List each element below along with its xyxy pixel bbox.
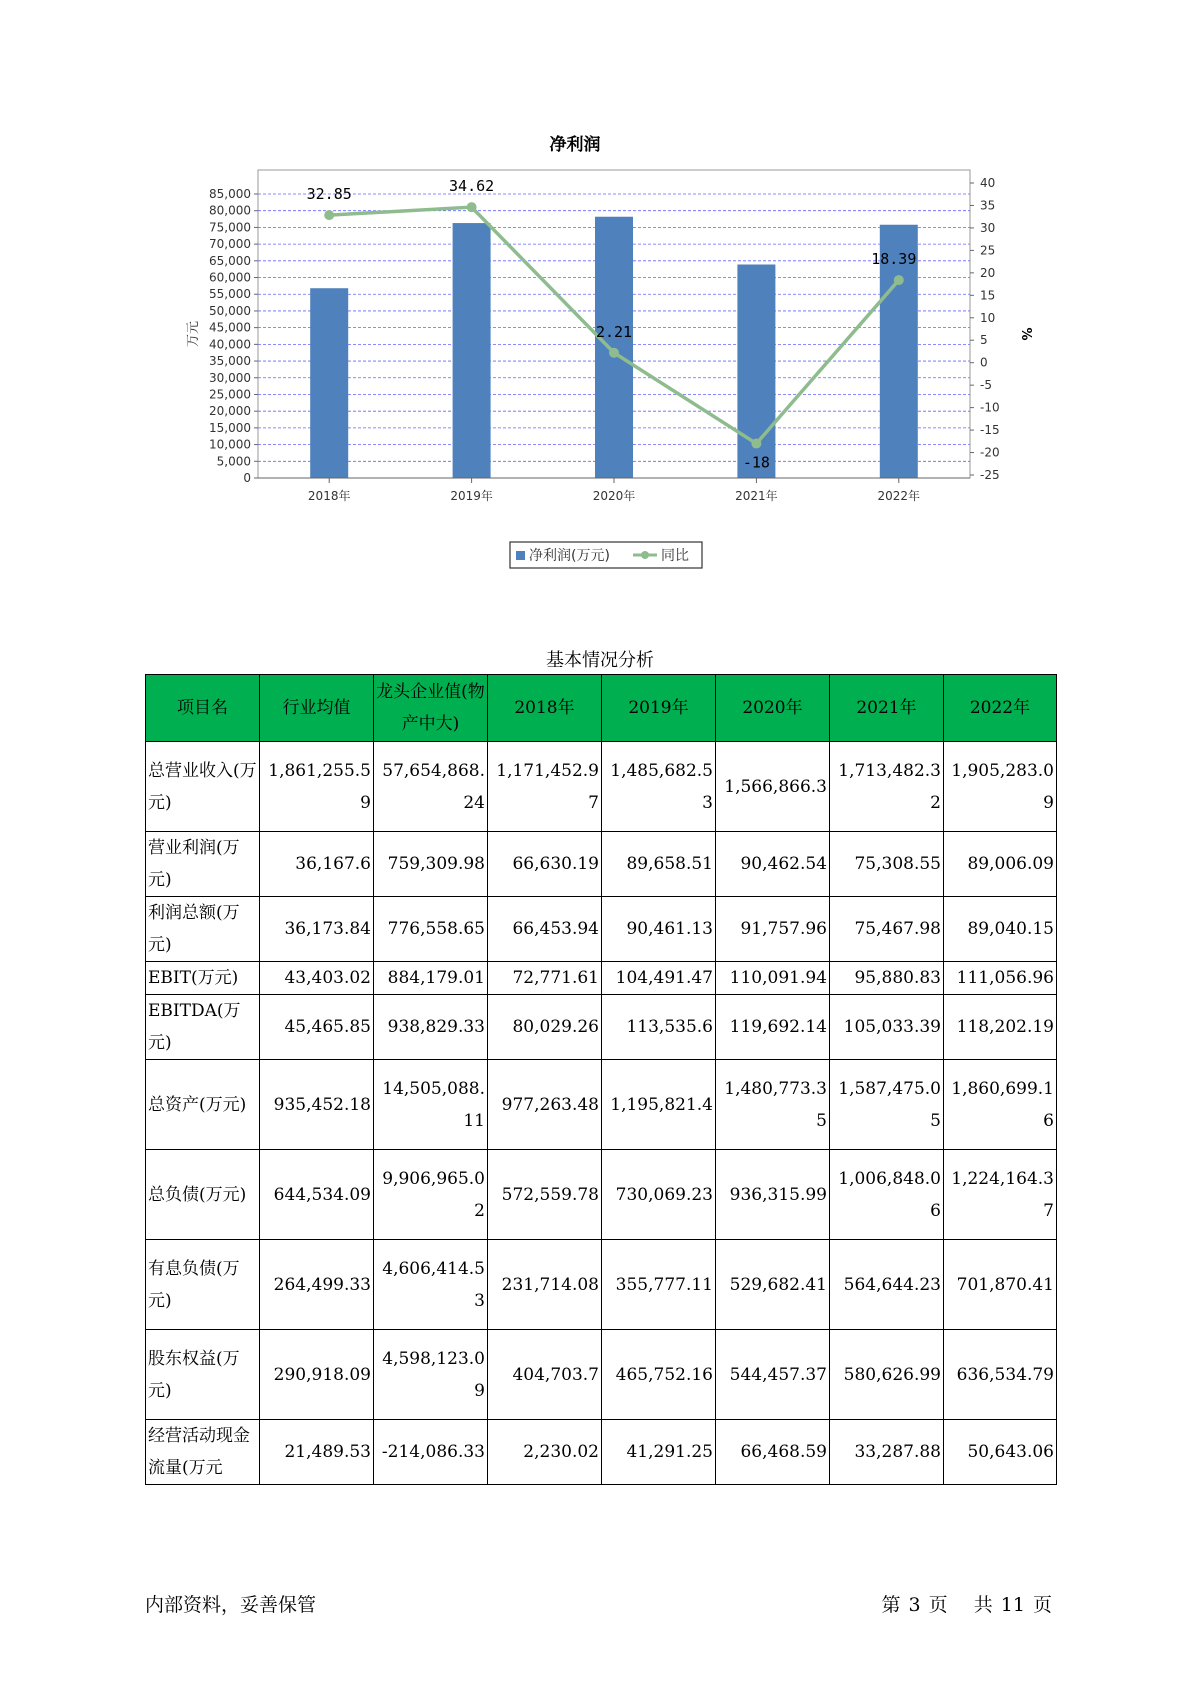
yoy-data-label: 34.62 <box>449 177 495 196</box>
table-cell: 89,658.51 <box>602 832 716 897</box>
page-current: 3 <box>908 1594 921 1616</box>
total-unit: 页 <box>1032 1594 1052 1616</box>
yoy-data-label: 18.39 <box>871 250 917 269</box>
y-tick-label: 15,000 <box>209 420 251 435</box>
total-prefix: 共 <box>973 1594 993 1616</box>
yoy-data-label: -18 <box>742 453 770 472</box>
table-cell: 1,713,482.32 <box>830 742 944 832</box>
column-header: 2020年 <box>716 675 830 742</box>
table-cell: 977,263.48 <box>488 1060 602 1150</box>
yoy-data-label: 2.21 <box>595 322 633 341</box>
column-header: 2019年 <box>602 675 716 742</box>
footer-page-number <box>878 1590 1056 1617</box>
table-cell: 21,489.53 <box>260 1420 374 1485</box>
y-axis-label: 万元 <box>186 320 201 348</box>
table-cell: 231,714.08 <box>488 1240 602 1330</box>
table-cell: 66,630.19 <box>488 832 602 897</box>
table-cell: 91,757.96 <box>716 897 830 962</box>
legend-bar-label: 净利润(万元) <box>529 548 610 564</box>
table-row <box>146 1060 1057 1150</box>
table-cell: 43,403.02 <box>260 962 374 995</box>
y2-tick-label: 0 <box>980 355 988 370</box>
column-header: 行业均值 <box>260 675 374 742</box>
table-cell: 884,179.01 <box>374 962 488 995</box>
row-label: 总负债(万元) <box>146 1150 260 1240</box>
yoy-point <box>324 210 334 220</box>
table-cell: 119,692.14 <box>716 995 830 1060</box>
table-cell: 759,309.98 <box>374 832 488 897</box>
y-tick-label: 5,000 <box>216 454 251 469</box>
row-label: 总营业收入(万元) <box>146 742 260 832</box>
table-cell: 105,033.39 <box>830 995 944 1060</box>
x-tick-label: 2018年 <box>307 489 351 503</box>
table-cell: 1,195,821.4 <box>602 1060 716 1150</box>
table-cell: 404,703.7 <box>488 1330 602 1420</box>
table-cell: 57,654,868.24 <box>374 742 488 832</box>
table-cell: 104,491.47 <box>602 962 716 995</box>
y2-tick-label: -5 <box>980 378 992 393</box>
table-cell: 572,559.78 <box>488 1150 602 1240</box>
table-cell: 9,906,965.02 <box>374 1150 488 1240</box>
table-cell: 66,468.59 <box>716 1420 830 1485</box>
table-cell: 113,535.6 <box>602 995 716 1060</box>
net-profit-chart <box>180 130 1040 600</box>
column-header: 龙头企业值(物产中大) <box>374 675 488 742</box>
bar <box>310 288 348 478</box>
table-cell: 938,829.33 <box>374 995 488 1060</box>
y2-tick-label: 10 <box>980 310 996 325</box>
table-cell: 90,462.54 <box>716 832 830 897</box>
x-tick-label: 2020年 <box>592 489 636 503</box>
table-row <box>146 1330 1057 1420</box>
y2-tick-label: -20 <box>980 445 1000 460</box>
y-tick-label: 35,000 <box>209 354 251 369</box>
table-body <box>146 742 1057 1485</box>
table-cell: 36,167.6 <box>260 832 374 897</box>
y2-axis-label: % <box>1018 327 1033 341</box>
table-cell: 465,752.16 <box>602 1330 716 1420</box>
legend-line-label: 同比 <box>661 548 689 564</box>
row-label: 有息负债(万元) <box>146 1240 260 1330</box>
table-cell: 644,534.09 <box>260 1150 374 1240</box>
table-title: 基本情况分析 <box>546 650 654 671</box>
table-cell: 80,029.26 <box>488 995 602 1060</box>
table-cell: 33,287.88 <box>830 1420 944 1485</box>
y-tick-label: 45,000 <box>209 320 251 335</box>
table-cell: 45,465.85 <box>260 995 374 1060</box>
table-cell: 935,452.18 <box>260 1060 374 1150</box>
table-cell: 355,777.11 <box>602 1240 716 1330</box>
table-cell: 90,461.13 <box>602 897 716 962</box>
yoy-data-label: 32.85 <box>306 185 352 204</box>
table-cell: 730,069.23 <box>602 1150 716 1240</box>
y-tick-label: 80,000 <box>209 203 251 218</box>
table-cell: 72,771.61 <box>488 962 602 995</box>
x-tick-label: 2022年 <box>877 489 921 503</box>
table-cell: 1,566,866.3 <box>716 742 830 832</box>
table-cell: 1,480,773.35 <box>716 1060 830 1150</box>
y-tick-label: 20,000 <box>209 404 251 419</box>
table-cell: 111,056.96 <box>944 962 1057 995</box>
yoy-point <box>894 275 904 285</box>
y-tick-label: 10,000 <box>209 437 251 452</box>
table-cell: 1,861,255.59 <box>260 742 374 832</box>
y-tick-label: 65,000 <box>209 253 251 268</box>
y-tick-label: 0 <box>243 471 251 485</box>
y-tick-label: 50,000 <box>209 303 251 318</box>
table-cell: 636,534.79 <box>944 1330 1057 1420</box>
footer-confidential-note: 内部资料，妥善保管 <box>145 1594 317 1616</box>
y2-tick-label: -25 <box>980 468 1000 482</box>
y-tick-label: 70,000 <box>209 237 251 252</box>
y-tick-label: 40,000 <box>209 337 251 352</box>
table-cell: 701,870.41 <box>944 1240 1057 1330</box>
page-total: 11 <box>1000 1594 1025 1616</box>
legend-line-marker <box>641 551 649 559</box>
table-row <box>146 962 1057 995</box>
table-cell: 1,587,475.05 <box>830 1060 944 1150</box>
table-cell: 1,860,699.16 <box>944 1060 1057 1150</box>
y2-tick-label: 5 <box>980 333 988 348</box>
column-header: 2021年 <box>830 675 944 742</box>
y2-tick-label: 40 <box>980 176 996 190</box>
table-cell: 75,467.98 <box>830 897 944 962</box>
row-label: EBIT(万元) <box>146 962 260 995</box>
x-tick-label: 2019年 <box>450 489 493 503</box>
y-tick-label: 75,000 <box>209 220 251 235</box>
column-header: 2018年 <box>488 675 602 742</box>
y2-tick-label: 20 <box>980 265 996 280</box>
table-cell: 89,040.15 <box>944 897 1057 962</box>
y-tick-label: 30,000 <box>209 370 251 385</box>
table-cell: 544,457.37 <box>716 1330 830 1420</box>
chart-svg <box>180 130 1040 600</box>
y-tick-label: 60,000 <box>209 270 251 285</box>
y2-tick-label: 35 <box>980 198 996 213</box>
page-unit: 页 <box>928 1594 948 1616</box>
row-label: 总资产(万元) <box>146 1060 260 1150</box>
bar <box>453 223 491 478</box>
x-tick-label: 2021年 <box>735 489 778 503</box>
table-cell: 4,598,123.09 <box>374 1330 488 1420</box>
y2-tick-label: 15 <box>980 288 996 303</box>
table-cell: 1,485,682.53 <box>602 742 716 832</box>
column-header: 2022年 <box>944 675 1057 742</box>
y-tick-label: 85,000 <box>209 187 251 201</box>
table-cell: 529,682.41 <box>716 1240 830 1330</box>
table-cell: 36,173.84 <box>260 897 374 962</box>
table-cell: 2,230.02 <box>488 1420 602 1485</box>
table-row <box>146 1240 1057 1330</box>
table-cell: 1,905,283.09 <box>944 742 1057 832</box>
table-cell: 1,006,848.06 <box>830 1150 944 1240</box>
table-cell: 110,091.94 <box>716 962 830 995</box>
y2-tick-label: -10 <box>980 400 1000 415</box>
table-cell: 1,224,164.37 <box>944 1150 1057 1240</box>
table-cell: 14,505,088.11 <box>374 1060 488 1150</box>
table-header-row <box>146 675 1057 742</box>
y-tick-label: 25,000 <box>209 387 251 402</box>
table-cell: 1,171,452.97 <box>488 742 602 832</box>
table-cell: 776,558.65 <box>374 897 488 962</box>
table-cell: 50,643.06 <box>944 1420 1057 1485</box>
table-cell: 66,453.94 <box>488 897 602 962</box>
y-tick-label: 55,000 <box>209 287 251 302</box>
column-header: 项目名 <box>146 675 260 742</box>
table-cell: 290,918.09 <box>260 1330 374 1420</box>
basic-analysis-table <box>145 674 1057 1485</box>
table-cell: 41,291.25 <box>602 1420 716 1485</box>
chart-title: 净利润 <box>549 135 601 155</box>
table-row <box>146 897 1057 962</box>
row-label: 利润总额(万元) <box>146 897 260 962</box>
row-label: 营业利润(万元) <box>146 832 260 897</box>
y2-tick-label: 30 <box>980 220 996 235</box>
legend-bar-swatch <box>516 551 525 560</box>
table-cell: 75,308.55 <box>830 832 944 897</box>
row-label: 经营活动现金流量(万元 <box>146 1420 260 1485</box>
page-prefix: 第 <box>881 1594 901 1616</box>
y2-tick-label: -15 <box>980 423 1000 438</box>
table-cell: 564,644.23 <box>830 1240 944 1330</box>
bar <box>595 217 633 478</box>
table-cell: 95,880.83 <box>830 962 944 995</box>
table-cell: -214,086.33 <box>374 1420 488 1485</box>
yoy-point <box>467 202 477 212</box>
table-row <box>146 742 1057 832</box>
row-label: EBITDA(万元) <box>146 995 260 1060</box>
row-label: 股东权益(万元) <box>146 1330 260 1420</box>
table-row <box>146 832 1057 897</box>
yoy-point <box>609 348 619 358</box>
table-cell: 580,626.99 <box>830 1330 944 1420</box>
y2-tick-label: 25 <box>980 243 996 258</box>
table-cell: 118,202.19 <box>944 995 1057 1060</box>
table-cell: 4,606,414.53 <box>374 1240 488 1330</box>
table-row <box>146 1150 1057 1240</box>
table-cell: 936,315.99 <box>716 1150 830 1240</box>
table-row <box>146 1420 1057 1485</box>
table-cell: 264,499.33 <box>260 1240 374 1330</box>
table-row <box>146 995 1057 1060</box>
yoy-point <box>751 439 761 449</box>
table-cell: 89,006.09 <box>944 832 1057 897</box>
